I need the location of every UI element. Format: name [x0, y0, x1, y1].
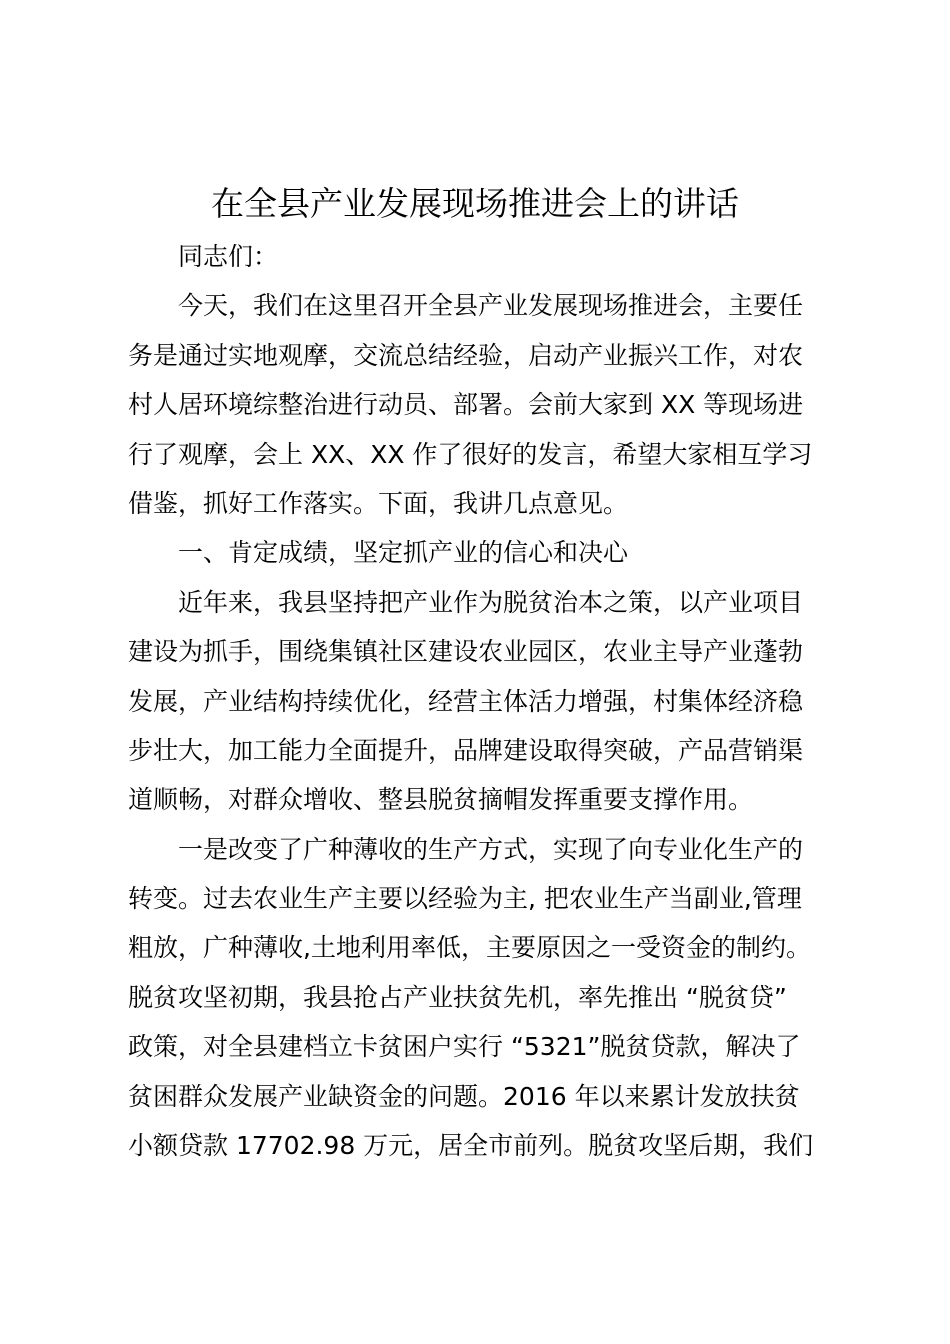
- paragraph-line: 借鉴，抓好工作落实。下面，我讲几点意见。: [128, 488, 629, 518]
- paragraph-line: 发展，产业结构持续优化，经营主体活力增强，村集体经济稳: [128, 686, 804, 716]
- paragraph-line: 村人居环境综整治进行动员、部署。会前大家到 XX 等现场进: [128, 390, 804, 420]
- paragraph-line: 行了观摩，会上 XX、XX 作了很好的发言，希望大家相互学习: [128, 439, 813, 469]
- paragraph-line: 政策，对全县建档立卡贫困户实行 “5321”脱贫贷款，解决了: [128, 1032, 801, 1062]
- paragraph-line: 贫困群众发展产业缺资金的问题。2016 年以来累计发放扶贫: [128, 1081, 800, 1111]
- paragraph-line: 粗放，广种薄收,土地利用率低，主要原因之一受资金的制约。: [128, 933, 811, 963]
- salutation: 同志们：: [178, 242, 279, 271]
- paragraph-line: 今天，我们在这里召开全县产业发展现场推进会，主要任: [178, 291, 804, 321]
- document-title: 在全县产业发展现场推进会上的讲话: [211, 184, 739, 223]
- paragraph-line: 道顺畅，对群众增收、整县脱贫摘帽发挥重要支撑作用。: [128, 785, 754, 815]
- paragraph-line: 脱贫攻坚初期，我县抢占产业扶贫先机，率先推出 “脱贫贷”: [128, 982, 787, 1012]
- section-heading: 一、肯定成绩，坚定抓产业的信心和决心: [178, 538, 629, 568]
- paragraph-line: 小额贷款 17702.98 万元，居全市前列。脱贫攻坚后期，我们: [128, 1131, 814, 1161]
- paragraph-line: 务是通过实地观摩，交流总结经验，启动产业振兴工作，对农: [128, 340, 804, 370]
- paragraph-line: 一是改变了广种薄收的生产方式，实现了向专业化生产的: [178, 834, 804, 864]
- paragraph-line: 建设为抓手，围绕集镇社区建设农业园区，农业主导产业蓬勃: [128, 637, 804, 667]
- paragraph-line: 近年来，我县坚持把产业作为脱贫治本之策，以产业项目: [178, 587, 804, 617]
- paragraph-line: 步壮大，加工能力全面提升，品牌建设取得突破，产品营销渠: [128, 735, 804, 765]
- document-body: [128, 232, 832, 1170]
- paragraph-line: 转变。过去农业生产主要以经验为主, 把农业生产当副业,管理: [128, 884, 802, 914]
